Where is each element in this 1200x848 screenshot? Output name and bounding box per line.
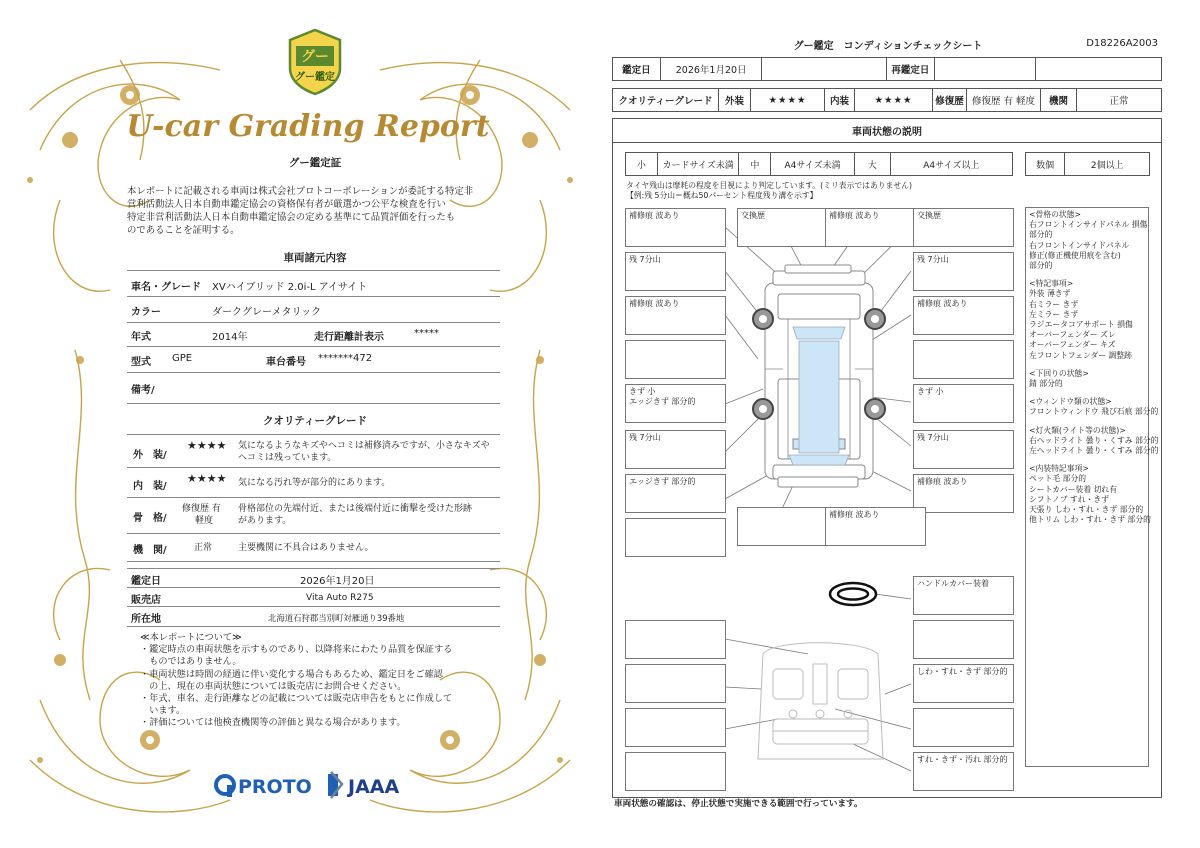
certificate-title: グー鑑定証: [288, 157, 342, 169]
frame-desc-1: 骨格部位の先端付近、または後端付近に衝撃を受けた形跡: [238, 504, 473, 514]
svg-text:U-car Grading Report: U-car Grading Report: [126, 109, 490, 144]
size-small: 小: [626, 153, 658, 175]
tire-note: タイヤ残山は摩耗の程度を目視により判定しています。(ミリ表示ではありません): [626, 181, 912, 190]
size-large: 大: [855, 153, 891, 175]
chassis-value: *******472: [318, 353, 373, 364]
detail-line: 右フロントインサイドパネル: [1029, 240, 1130, 250]
condition-box: 補修痕 波あり: [913, 474, 1014, 513]
certificate-intro: [127, 185, 497, 237]
interior-desc: 気になる汚れ等が部分的にあります。: [238, 478, 391, 488]
engine-desc: 主要機関に不具合はありません。: [238, 543, 374, 553]
group-heading: <骨格の状態>: [1029, 210, 1082, 219]
condition-box: [737, 507, 838, 546]
note-line: の上、現在の車両状態については販売店にお問合せください。: [140, 680, 407, 692]
quality-heading: クオリティーグレード: [263, 415, 367, 427]
note-line: ・年式、車名、走行距離などの記載については販売店申告をもとに作成して: [140, 693, 453, 705]
intro-line: 特定非営利活動法人日本自動車鑑定協会の定める基準にて品質評価を行ったも: [127, 212, 456, 223]
note-line: ものではありません。: [140, 656, 242, 668]
size-mid-desc: A4サイズ未満: [771, 153, 855, 175]
condition-box: 交換歴: [913, 208, 1014, 247]
detail-line: フロントウィンドウ 飛び石痕 部分的: [1029, 407, 1159, 417]
engine-label: 機 関/: [133, 545, 167, 556]
exterior-stars: ★★★★: [187, 439, 227, 452]
interior-stars: ★★★★: [855, 89, 933, 111]
engine-value: 正常: [194, 543, 213, 553]
steering-box: ハンドルカバー装着: [913, 576, 1014, 615]
goo-kantei-badge-icon: [286, 28, 344, 94]
address-label: 所在地: [131, 614, 161, 625]
size-mid: 中: [739, 153, 771, 175]
empty-cell: [1036, 58, 1161, 80]
condition-details-list: [1025, 207, 1159, 767]
reinspect-label: 再鑑定日: [887, 58, 935, 80]
chassis-label: 車台番号: [266, 357, 306, 368]
detail-line: 左ミラー きず: [1029, 309, 1079, 319]
condition-box: エッジきず 部分的: [625, 474, 726, 513]
frame-group: [1029, 210, 1148, 271]
detail-line: 右フロントインサイドパネル 損傷: [1029, 220, 1148, 230]
car-name-value: XVハイブリッド 2.0i-L アイサイト: [212, 282, 368, 293]
condition-box: 補修痕 波あり: [825, 507, 926, 546]
exterior-desc-2: ヘコミは残っています。: [238, 453, 337, 463]
steering-wheel-icon: [830, 583, 876, 605]
condition-box: 補修痕 波あり: [625, 296, 726, 335]
exterior-desc-1: 気になるようなキズやヘコミは補修済みですが、小さなキズや: [238, 441, 490, 451]
detail-line: 修正(修正機使用痕を含む): [1029, 250, 1121, 260]
svg-text:PROTO: PROTO: [238, 776, 312, 798]
intro-line: 営利活動法人日本自動車鑑定協会の資格保有者が厳選かつ公平な検査を行い: [127, 199, 446, 210]
detail-line: 部分的: [1029, 261, 1053, 271]
divider: [127, 626, 500, 627]
divider: [127, 346, 500, 347]
detail-line: 錆 部分的: [1029, 379, 1063, 389]
tire-note-example: 【例:残 5分山＝概ね50パーセント程度残り溝を示す】: [626, 191, 818, 200]
interior-box: [913, 708, 1014, 747]
interior-stars: ★★★★: [187, 472, 227, 485]
tire-box: 残 7分山: [625, 430, 726, 469]
reinspect-value: [935, 58, 1037, 80]
interior-label: 内 装/: [133, 481, 167, 492]
exterior-stars: ★★★★: [751, 89, 825, 111]
detail-line: オーバーフェンダー キズ: [1029, 340, 1116, 350]
condition-box: きず 小 エッジきず 部分的: [625, 384, 726, 423]
condition-box: 補修痕 波あり: [825, 208, 926, 247]
detail-line: シフトノブ すれ・きず: [1029, 494, 1109, 504]
special-notes-group: [1029, 279, 1145, 361]
engine-label: 機関: [1041, 89, 1077, 111]
footer-note: 車両状態の確認は、停止状態で実施できる範囲で行っています。: [614, 799, 863, 809]
group-heading: <ウィンドウ類の状態>: [1029, 397, 1112, 407]
tire-box: 残 7分山: [913, 430, 1014, 469]
specs-heading: 車両諸元内容: [283, 252, 347, 264]
interior-box: [625, 620, 726, 659]
divider: [127, 467, 500, 468]
group-heading: <内装特記事項>: [1029, 464, 1089, 474]
jaaa-logo-icon: [328, 772, 399, 798]
detail-line: シートカバー装着 切れ有: [1029, 484, 1118, 494]
detail-line: 右ミラー きず: [1029, 299, 1079, 309]
document-id: D18226A2003: [1086, 38, 1158, 49]
detail-line: 左ヘッドライト 曇り・くすみ 部分的: [1029, 446, 1159, 456]
shop-label: 販売店: [131, 595, 161, 606]
count-label: 数個: [1026, 153, 1065, 175]
interior-box: [625, 752, 726, 791]
divider: [127, 403, 500, 404]
note-line: ・鑑定時点の車両状態を示すものであり、以降将来にわたり品質を保証する: [140, 644, 453, 656]
divider: [127, 372, 500, 373]
mileage-value: *****: [414, 328, 439, 339]
detail-line: 天張り しわ・すれ・きず 部分的: [1029, 505, 1144, 515]
color-label: カラー: [131, 307, 161, 318]
divider: [127, 533, 500, 534]
date-label: 鑑定日: [131, 576, 161, 587]
sponsor-logos: [214, 768, 414, 802]
date-label: 鑑定日: [613, 58, 661, 80]
window-group: [1029, 397, 1159, 417]
condition-box: [913, 340, 1014, 379]
condition-box: きず 小: [913, 384, 1014, 423]
interior-box: [625, 708, 726, 747]
intro-line: 本レポートに記載される車両は株式会社プロトコーポレーションが委託する特定非: [127, 186, 474, 197]
date-value: 2026年1月20日: [300, 576, 375, 587]
interior-box: すれ・きず・汚れ 部分的: [913, 752, 1014, 791]
date-table: [612, 57, 1162, 81]
svg-text:グー: グー: [301, 49, 329, 65]
count-desc: 2個以上: [1090, 160, 1124, 171]
interior-box: しわ・すれ・きず 部分的: [913, 664, 1014, 703]
note-line: います。: [140, 705, 186, 717]
frame-label: 骨 格/: [133, 513, 167, 524]
exterior-label: 外装: [719, 89, 751, 111]
interior-box: [625, 664, 726, 703]
detail-line: オーバーフェンダー ズレ: [1029, 330, 1116, 340]
empty-cell: [762, 58, 887, 80]
svg-text:JAAA: JAAA: [348, 776, 400, 798]
detail-line: ペット毛 部分的: [1029, 474, 1087, 484]
frame-value-2: 軽度: [195, 516, 214, 526]
car-name-label: 車名・グレード: [131, 282, 201, 293]
proto-logo-icon: [216, 776, 312, 798]
divider: [127, 561, 500, 562]
divider: [127, 497, 500, 498]
detail-line: 右ヘッドライト 曇り・くすみ 部分的: [1029, 435, 1159, 445]
address-value: 北海道石狩郡当別町対雁通り39番地: [268, 613, 405, 623]
detail-line: 部分的: [1029, 230, 1053, 240]
divider: [127, 322, 500, 323]
group-heading: <灯火類(ライト等の状態)>: [1029, 425, 1126, 435]
condition-box: [625, 518, 726, 557]
lights-group: [1029, 425, 1159, 457]
repair-value: 修復歴 有 軽度: [967, 89, 1041, 111]
sheet-title: グー鑑定 コンディションチェックシート: [793, 41, 983, 52]
interior-label: 内装: [825, 89, 855, 111]
condition-box: [625, 340, 726, 379]
group-heading: <下回りの状態>: [1029, 368, 1089, 378]
script-title: [126, 100, 490, 148]
intro-line: のであることを証明する。: [127, 225, 240, 236]
notes-title: ≪本レポートについて≫: [140, 632, 242, 643]
remarks-label: 備考/: [131, 385, 155, 396]
size-small-desc: カードサイズ未満: [658, 153, 740, 175]
condition-box: 補修痕 波あり: [913, 296, 1014, 335]
color-value: ダークグレーメタリック: [212, 307, 322, 318]
repair-label: 修復歴: [933, 89, 967, 111]
model-value: GPE: [172, 353, 193, 364]
divider: [127, 587, 500, 588]
note-line: ・車両状態は時間の経過に伴い変化する場合もあるため、鑑定日をご確認: [140, 668, 443, 680]
vehicle-condition-panel: [612, 118, 1162, 798]
divider: [127, 606, 500, 607]
car-interior-icon: [758, 643, 883, 759]
tire-box: 残 7分山: [913, 252, 1014, 291]
engine-value: 正常: [1109, 96, 1129, 107]
exterior-label: 外 装/: [133, 450, 167, 461]
year-value: 2014年: [212, 332, 248, 343]
size-large-desc: A4サイズ以上: [923, 160, 980, 171]
divider: [127, 434, 500, 435]
underbody-group: [1029, 369, 1145, 389]
mileage-label: 走行距離計表示: [314, 332, 384, 343]
shop-value: Vita Auto R275: [306, 593, 374, 603]
svg-text:グー鑑定: グー鑑定: [295, 72, 335, 83]
model-label: 型式: [131, 357, 151, 368]
detail-line: 他トリム しわ・すれ・きず 部分的: [1029, 515, 1151, 525]
condition-check-sheet: [612, 0, 1164, 848]
detail-line: 左フロントフェンダー 調整跡: [1029, 350, 1132, 360]
quality-table: [612, 88, 1162, 112]
frame-desc-2: があります。: [238, 516, 292, 526]
condition-box: 交換歴: [737, 208, 838, 247]
group-heading: <特記事項>: [1029, 279, 1074, 289]
detail-line: 外装 薄きず: [1029, 289, 1071, 299]
condition-box: 補修痕 波あり: [625, 208, 726, 247]
interior-notes-group: [1029, 464, 1151, 525]
quality-label: クオリティーグレード: [613, 89, 719, 111]
divider: [127, 270, 500, 271]
frame-value-1: 修復歴 有: [182, 504, 221, 514]
tire-box: 残 7分山: [625, 252, 726, 291]
divider: [127, 296, 500, 297]
detail-line: ラジエータコアサポート 損傷: [1029, 320, 1133, 330]
note-line: ・評価については他検査機関等の評価と異なる場合があります。: [140, 717, 406, 729]
year-label: 年式: [131, 332, 151, 343]
report-notes: [140, 632, 500, 730]
date-value: 2026年1月20日: [661, 58, 763, 80]
interior-box: [913, 620, 1014, 659]
divider: [127, 568, 500, 569]
panel-title: 車両状態の説明: [613, 119, 1161, 143]
